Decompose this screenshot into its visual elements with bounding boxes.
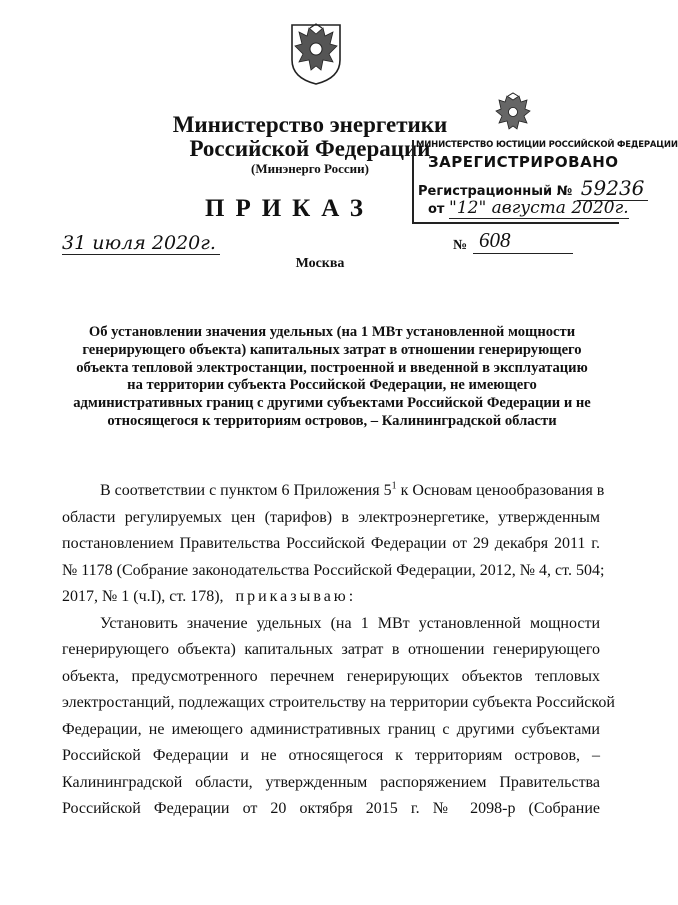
body-line: Федерации, не имеющего административных границ с другими субъектами [62,720,600,738]
body-line: В соответствии с пунктом 6 Приложения $5^1$ к Основам ценообразования в [100,480,605,499]
body-line: Установить значение удельных (на 1 МВт установленной мощности [100,614,600,632]
registration-stamp [412,140,678,224]
stamp-emblem-icon [493,92,533,136]
title-line: объекта тепловой электростанции, построенной и введенной в эксплуатацию [76,359,588,376]
stamp-date-prefix: от [428,202,445,217]
body-line: Калининградской области, утвержденным распоряжением Правительства [62,773,600,791]
title-line: генерирующего объекта) капитальных затрат в отношении генерирующего [82,341,582,358]
body-line: области регулируемых цен (тарифов) в электроэнергетике, утвержденным [62,508,600,526]
stamp-date: "12" августа 2020г. [449,198,629,218]
document-type: ПРИКАЗ [205,195,374,222]
order-number: 608 [473,228,573,254]
body-line: генерирующего объекта) капитальных затрат в отношении генерирующего [62,641,600,658]
ministry-name-line2: Российской Федерации [189,136,431,161]
order-date: 31 июля 2020г. [62,232,220,255]
stamp-ministry-of-justice: МИНИСТЕРСТВО ЮСТИЦИИ РОССИЙСКОЙ ФЕДЕРАЦИИ [416,140,678,150]
body-line: Российской Федерации и не относящегося к территориям островов, – [62,747,600,764]
order-city: Москва [295,256,345,271]
title-line: административных границ с другими субъектами Российской Федерации и не [73,395,591,412]
body-line: постановлением Правительства Российской Федерации от 29 декабря 2011 г. [62,535,600,552]
stamp-reg-number: 59236 [577,176,649,201]
stamp-reg-number-row [418,176,648,200]
order-title [62,324,602,431]
stamp-registered: ЗАРЕГИСТРИРОВАНО [428,153,619,171]
ministry-short-name: (Минэнерго России) [251,161,369,176]
stamp-reg-label: Регистрационный № [418,184,573,199]
ministry-name-line1: Министерство энергетики [172,112,448,137]
coat-of-arms-icon [289,22,343,86]
command-word: приказываю: [235,588,357,605]
stamp-date-row [428,198,629,218]
body-line: 2017, № 1 (ч.I), ст. 178), приказываю: [62,588,357,605]
title-line: на территории субъекта Российской Федерации, не имеющего [127,377,537,394]
title-line: относящегося к территориям островов, – Калининградской области [107,412,557,429]
body-line: электростанций, подлежащих строительству на территории субъекта Российской [62,694,615,711]
body-line: Российской Федерации от 20 октября 2015 г. № 2098-р (Собрание [62,800,600,817]
order-body [62,478,615,823]
order-number-label: № [453,238,468,253]
body-line: объекта, предусмотренного перечнем генерирующих объектов тепловых [62,667,600,685]
title-line: Об установлении значения удельных (на 1 МВт установленной мощности [88,324,576,340]
body-line: № 1178 (Собрание законодательства Российской Федерации, 2012, № 4, ст. 504; [62,561,605,579]
